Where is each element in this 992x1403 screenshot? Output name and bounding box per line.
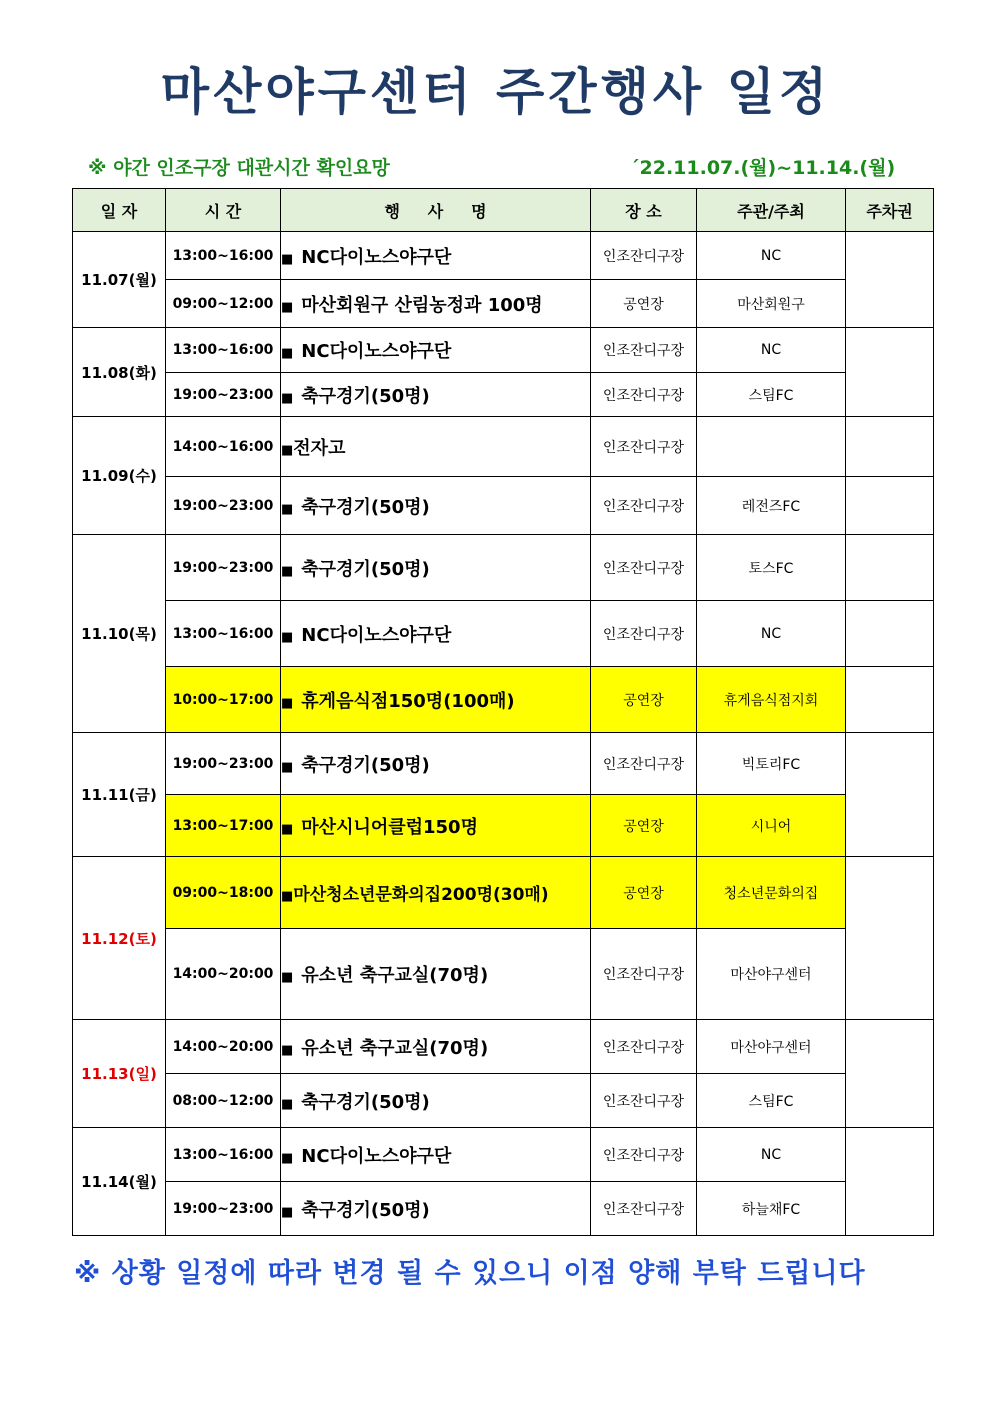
place-cell: 인조잔디구장 xyxy=(591,1020,697,1074)
host-cell: NC xyxy=(697,232,846,280)
bullet-icon: ■ xyxy=(281,695,294,711)
time-cell: 19:00~23:00 xyxy=(166,733,281,795)
place-cell: 인조잔디구장 xyxy=(591,373,697,417)
bullet-icon: ■ xyxy=(281,390,294,406)
place-cell: 공연장 xyxy=(591,280,697,328)
event-name: NC다이노스야구단 xyxy=(301,624,452,646)
place-cell: 인조잔디구장 xyxy=(591,232,697,280)
time-cell: 19:00~23:00 xyxy=(166,1182,281,1236)
host-cell: 마산야구센터 xyxy=(697,1020,846,1074)
place-cell: 인조잔디구장 xyxy=(591,733,697,795)
host-cell: NC xyxy=(697,328,846,373)
place-cell: 공연장 xyxy=(591,667,697,733)
event-cell xyxy=(281,535,591,601)
page-title: 마산야구센터 주간행사 일정 xyxy=(160,63,832,121)
event-cell xyxy=(281,857,591,929)
table-header-row xyxy=(73,189,934,232)
table-row xyxy=(73,857,934,929)
bullet-icon: ■ xyxy=(281,251,294,267)
header-host: 주관/주최 xyxy=(697,189,846,232)
time-cell: 13:00~16:00 xyxy=(166,1128,281,1182)
table-row xyxy=(73,373,934,417)
event-cell xyxy=(281,795,591,857)
bullet-icon: ■ xyxy=(281,563,294,579)
date-cell: 11.07(월) xyxy=(73,232,166,328)
event-name: 마산회원구 산림농정과 100명 xyxy=(301,294,543,316)
place-cell: 공연장 xyxy=(591,795,697,857)
time-cell: 13:00~17:00 xyxy=(166,795,281,857)
header-date: 일 자 xyxy=(73,189,166,232)
place-cell: 인조잔디구장 xyxy=(591,1074,697,1128)
event-cell xyxy=(281,733,591,795)
event-cell xyxy=(281,1020,591,1074)
time-cell: 19:00~23:00 xyxy=(166,535,281,601)
parking-cell xyxy=(846,535,934,601)
host-cell: 스팀FC xyxy=(697,1074,846,1128)
event-cell xyxy=(281,477,591,535)
place-cell: 인조잔디구장 xyxy=(591,1182,697,1236)
place-cell: 공연장 xyxy=(591,857,697,929)
table-row xyxy=(73,1128,934,1182)
host-cell: 마산회원구 xyxy=(697,280,846,328)
host-cell: 토스FC xyxy=(697,535,846,601)
date-range: ´22.11.07.(월)~11.14.(월) xyxy=(630,157,896,179)
time-cell: 19:00~23:00 xyxy=(166,373,281,417)
date-cell: 11.11(금) xyxy=(73,733,166,857)
host-cell: 빅토리FC xyxy=(697,733,846,795)
event-cell xyxy=(281,667,591,733)
place-cell: 인조잔디구장 xyxy=(591,929,697,1020)
host-cell: 스팀FC xyxy=(697,373,846,417)
event-name: 축구경기(50명) xyxy=(301,1199,430,1221)
time-cell: 13:00~16:00 xyxy=(166,601,281,667)
table-row xyxy=(73,929,934,1020)
time-cell: 09:00~18:00 xyxy=(166,857,281,929)
parking-cell xyxy=(846,232,934,328)
event-name: 유소년 축구교실(70명) xyxy=(301,965,489,986)
time-cell: 08:00~12:00 xyxy=(166,1074,281,1128)
table-row xyxy=(73,280,934,328)
table-row xyxy=(73,232,934,280)
bullet-icon: ■ xyxy=(281,501,294,517)
time-cell: 14:00~16:00 xyxy=(166,417,281,477)
bullet-icon: ■ xyxy=(281,299,294,315)
date-cell: 11.08(화) xyxy=(73,328,166,417)
table-row xyxy=(73,1182,934,1236)
header-event: 행 사 명 xyxy=(281,189,591,232)
event-cell xyxy=(281,1182,591,1236)
place-cell: 인조잔디구장 xyxy=(591,328,697,373)
place-cell: 인조잔디구장 xyxy=(591,535,697,601)
host-cell: 시니어 xyxy=(697,795,846,857)
date-cell: 11.09(수) xyxy=(73,417,166,535)
table-row xyxy=(73,667,934,733)
bullet-icon: ■ xyxy=(281,970,294,985)
bullet-icon: ■ xyxy=(281,442,294,458)
event-cell xyxy=(281,601,591,667)
host-cell xyxy=(697,417,846,477)
bullet-icon: ■ xyxy=(281,759,294,775)
table-row xyxy=(73,535,934,601)
header-time: 시 간 xyxy=(166,189,281,232)
place-cell: 인조잔디구장 xyxy=(591,601,697,667)
host-cell: 청소년문화의집 xyxy=(697,857,846,929)
date-cell: 11.12(토) xyxy=(73,857,166,1020)
table-row xyxy=(73,1074,934,1128)
date-cell: 11.10(목) xyxy=(73,535,166,733)
event-cell xyxy=(281,232,591,280)
table-row xyxy=(73,328,934,373)
event-name: 마산청소년문화의집200명(30매) xyxy=(293,885,549,905)
event-cell xyxy=(281,328,591,373)
notice-subtitle: ※ 야간 인조구장 대관시간 확인요망 xyxy=(88,157,390,179)
event-name: 유소년 축구교실(70명) xyxy=(301,1037,489,1059)
place-cell: 인조잔디구장 xyxy=(591,477,697,535)
bullet-icon: ■ xyxy=(281,821,294,837)
bullet-icon: ■ xyxy=(281,1096,294,1112)
parking-cell xyxy=(846,417,934,477)
event-name: 휴게음식점150명(100매) xyxy=(301,690,515,712)
parking-cell xyxy=(846,601,934,667)
schedule-table xyxy=(72,188,934,1236)
event-cell xyxy=(281,373,591,417)
time-cell: 13:00~16:00 xyxy=(166,328,281,373)
time-cell: 09:00~12:00 xyxy=(166,280,281,328)
table-row xyxy=(73,733,934,795)
event-name: 축구경기(50명) xyxy=(301,496,430,518)
event-name: 축구경기(50명) xyxy=(301,754,430,776)
bullet-icon: ■ xyxy=(281,346,294,361)
bullet-icon: ■ xyxy=(281,629,294,645)
event-name: 마산시니어클럽150명 xyxy=(301,816,478,838)
host-cell: NC xyxy=(697,601,846,667)
date-cell: 11.13(일) xyxy=(73,1020,166,1128)
parking-cell xyxy=(846,328,934,417)
host-cell: 마산야구센터 xyxy=(697,929,846,1020)
event-cell xyxy=(281,417,591,477)
table-row xyxy=(73,477,934,535)
event-name: NC다이노스야구단 xyxy=(301,1145,452,1167)
host-cell: NC xyxy=(697,1128,846,1182)
table-row xyxy=(73,601,934,667)
table-row xyxy=(73,1020,934,1074)
place-cell: 인조잔디구장 xyxy=(591,417,697,477)
host-cell: 하늘채FC xyxy=(697,1182,846,1236)
host-cell: 레전즈FC xyxy=(697,477,846,535)
event-name: 축구경기(50명) xyxy=(301,385,430,407)
time-cell: 14:00~20:00 xyxy=(166,929,281,1020)
event-cell xyxy=(281,1128,591,1182)
event-name: NC다이노스야구단 xyxy=(301,341,452,362)
event-name: NC다이노스야구단 xyxy=(301,246,452,268)
parking-cell xyxy=(846,1020,934,1128)
time-cell: 14:00~20:00 xyxy=(166,1020,281,1074)
date-cell: 11.14(월) xyxy=(73,1128,166,1236)
header-parking: 주차권 xyxy=(846,189,934,232)
header-place: 장 소 xyxy=(591,189,697,232)
table-row xyxy=(73,795,934,857)
parking-cell xyxy=(846,667,934,733)
time-cell: 10:00~17:00 xyxy=(166,667,281,733)
host-cell: 휴게음식점지회 xyxy=(697,667,846,733)
event-name: 축구경기(50명) xyxy=(301,558,430,580)
time-cell: 19:00~23:00 xyxy=(166,477,281,535)
parking-cell xyxy=(846,733,934,857)
place-cell: 인조잔디구장 xyxy=(591,1128,697,1182)
parking-cell xyxy=(846,477,934,535)
event-cell xyxy=(281,280,591,328)
event-cell xyxy=(281,929,591,1020)
event-cell xyxy=(281,1074,591,1128)
parking-cell xyxy=(846,857,934,1020)
parking-cell xyxy=(846,1128,934,1236)
bullet-icon: ■ xyxy=(281,889,294,904)
bullet-icon: ■ xyxy=(281,1150,294,1166)
bullet-icon: ■ xyxy=(281,1204,294,1220)
time-cell: 13:00~16:00 xyxy=(166,232,281,280)
bullet-icon: ■ xyxy=(281,1042,294,1058)
event-name: 축구경기(50명) xyxy=(301,1091,430,1113)
table-row xyxy=(73,417,934,477)
footer-notice: ※ 상황 일정에 따라 변경 될 수 있으니 이점 양해 부탁 드립니다 xyxy=(74,1258,866,1289)
event-name: 전자고 xyxy=(293,437,346,459)
